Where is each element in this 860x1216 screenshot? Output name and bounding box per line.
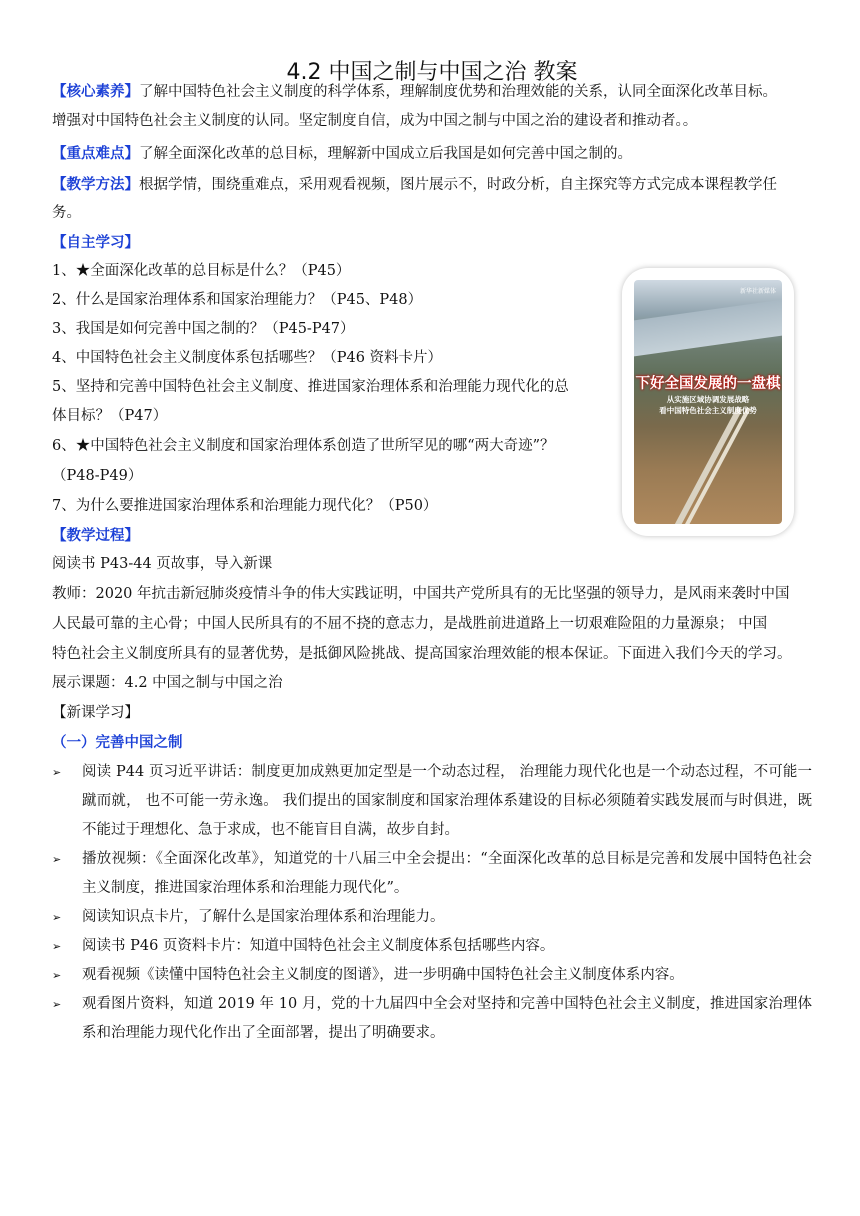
- list-item: ➢ 阅读知识点卡片，了解什么是国家治理体系和治理能力。: [52, 903, 812, 932]
- poster-image: [634, 280, 782, 524]
- arrow-bullet-icon: ➢: [52, 853, 62, 866]
- list-item: ➢ 观看视频《读懂中国特色社会主义制度的图谱》，进一步明确中国特色社会主义制度体系内容。: [52, 961, 812, 990]
- key-difficulty: [52, 139, 632, 169]
- teaching-method-line2: 务。: [52, 205, 81, 221]
- question-3: 3、我国是如何完善中国之制的？（P45-P47）: [52, 321, 355, 337]
- arrow-bullet-icon: ➢: [52, 766, 62, 779]
- poster-logo: 新华社新媒体: [739, 288, 776, 295]
- teaching-method-line1: [52, 170, 777, 200]
- arrow-bullet-icon: ➢: [52, 998, 62, 1011]
- poster-image-frame: [622, 268, 794, 536]
- river-shape: [634, 300, 782, 357]
- teacher-line1: 教师：2020 年抗击新冠肺炎疫情斗争的伟大实践证明，中国共产党所具有的无比坚强的领导力，是风雨来袭时中国: [52, 586, 790, 602]
- poster-subtitle-1: 从实施区域协调发展战略: [666, 395, 750, 404]
- teacher-line3: 特色社会主义制度所具有的显著优势，是抵御风险挑战、提高国家治理效能的根本保证。下面进入我们今天的学习。: [52, 646, 792, 662]
- lesson-bullet-list: [52, 758, 812, 1048]
- arrow-bullet-icon: ➢: [52, 969, 62, 982]
- teaching-process-label: 【教学过程】: [52, 527, 139, 544]
- question-4: 4、中国特色社会主义制度体系包括哪些？（P46 资料卡片）: [52, 350, 443, 366]
- core-literacy-line2: 增强对中国特色社会主义制度的认同。坚定制度自信，成为中国之制与中国之治的建设者和推动者。。: [52, 113, 698, 129]
- question-6-line2: （P48-P49）: [52, 468, 143, 484]
- question-7: 7、为什么要推进国家治理体系和治理能力现代化？（P50）: [52, 498, 438, 514]
- highway-shape: [671, 407, 742, 524]
- page-title: 4.2 中国之制与中国之治 教案: [286, 60, 578, 85]
- poster-headline: 下好全国发展的一盘棋: [635, 376, 781, 392]
- arrow-bullet-icon: ➢: [52, 911, 62, 924]
- key-difficulty-label: 【重点难点】: [52, 145, 139, 162]
- section-heading: （一）完善中国之制: [52, 734, 183, 751]
- list-item: ➢ 阅读 P44 页习近平讲话：制度更加成熟更加定型是一个动态过程， 治理能力现代化也是一个动态过程，不可能一蹴而就， 也不可能一劳永逸。 我们提出的国家制度和国家治理体系建设的目标必须随着实践发展而与时俱进，既不能过于理想化、急于求成，也不能盲目自满，故步自封。: [52, 758, 812, 845]
- poster-subtitle-2: 看中国特色社会主义制度优势: [659, 406, 757, 415]
- intro-text: 阅读书 P43-44 页故事，导入新课: [52, 556, 273, 572]
- new-lesson-label: 【新课学习】: [52, 705, 139, 721]
- teacher-line2: 人民最可靠的主心骨；中国人民所具有的不屈不挠的意志力，是战胜前进道路上一切艰难险阻的力量源泉； 中国: [52, 616, 768, 632]
- teaching-method-text: 根据学情，围绕重难点，采用观看视频，图片展示不，时政分析，自主探究等方式完成本课程教学任: [139, 177, 777, 193]
- self-study-label: 【自主学习】: [52, 234, 139, 251]
- core-literacy-line1: [52, 77, 777, 107]
- topic-line: 展示课题：4.2 中国之制与中国之治: [52, 675, 283, 691]
- core-literacy-label: 【核心素养】: [52, 83, 139, 100]
- list-item: ➢ 观看图片资料，知道 2019 年 10 月，党的十九届四中全会对坚持和完善中国特色社会主义制度，推进国家治理体系和治理能力现代化作出了全面部署，提出了明确要求。: [52, 990, 812, 1048]
- arrow-bullet-icon: ➢: [52, 940, 62, 953]
- highway-shape: [681, 407, 750, 524]
- question-5-line2: 体目标？（P47）: [52, 408, 168, 424]
- list-item: ➢ 播放视频：《全面深化改革》，知道党的十八届三中全会提出：“全面深化改革的总目标是完善和发展中国特色社会主义制度，推进国家治理体系和治理能力现代化”。: [52, 845, 812, 903]
- question-2: 2、什么是国家治理体系和国家治理能力？（P45、P48）: [52, 292, 423, 308]
- question-6-line1: 6、★中国特色社会主义制度和国家治理体系创造了世所罕见的哪“两大奇迹”？: [52, 438, 555, 454]
- key-difficulty-text: 了解全面深化改革的总目标，理解新中国成立后我国是如何完善中国之制的。: [139, 146, 632, 162]
- list-item: ➢ 阅读书 P46 页资料卡片：知道中国特色社会主义制度体系包括哪些内容。: [52, 932, 812, 961]
- core-literacy-text: 了解中国特色社会主义制度的科学体系，理解制度优势和治理效能的关系，认同全面深化改革目标。: [139, 84, 777, 100]
- teaching-method-label: 【教学方法】: [52, 176, 139, 193]
- question-1: 1、★全面深化改革的总目标是什么？（P45）: [52, 263, 351, 279]
- question-5-line1: 5、坚持和完善中国特色社会主义制度、推进国家治理体系和治理能力现代化的总: [52, 379, 569, 395]
